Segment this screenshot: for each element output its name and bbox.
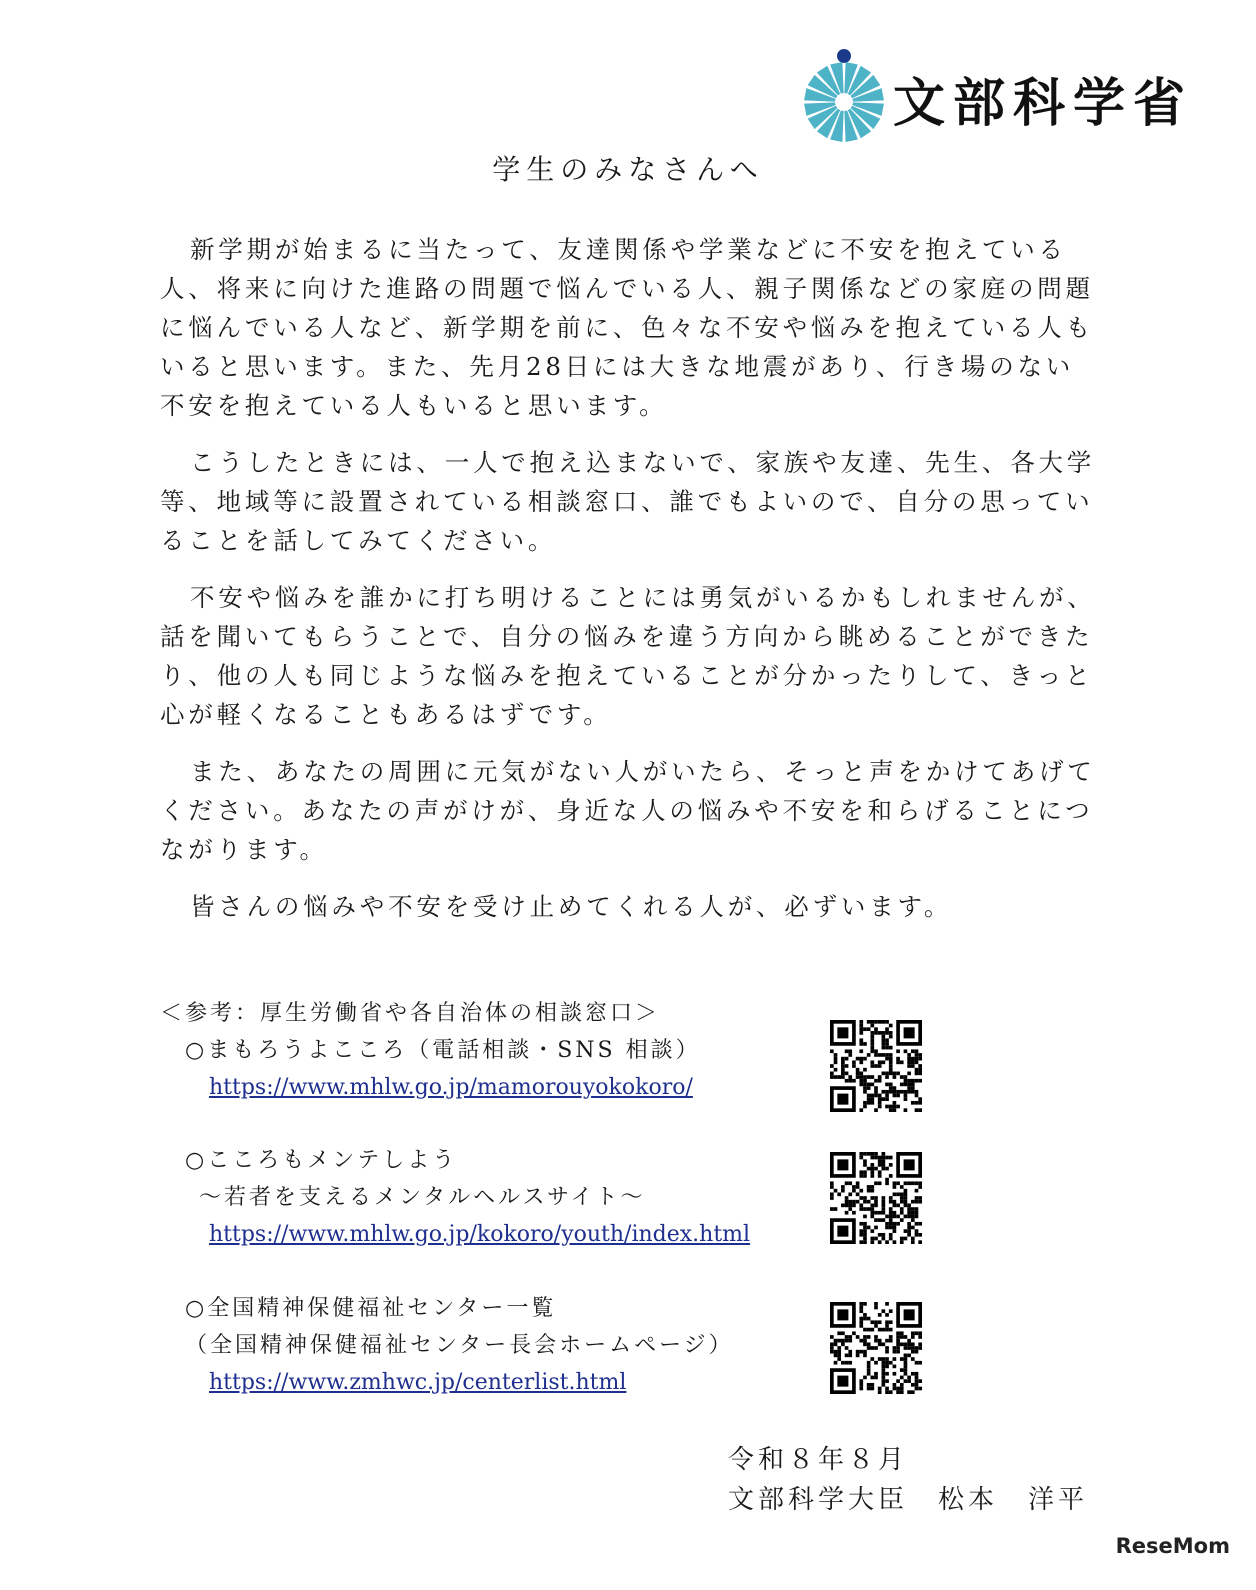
mext-logo <box>798 46 1194 146</box>
reference-heading: ＜参考：厚生労働省や各自治体の相談窓口＞ <box>160 1001 661 1026</box>
letter-body <box>160 230 1100 944</box>
signature-date: 令和８年８月 <box>728 1445 909 1475</box>
resemom-watermark: ReseMom <box>1115 1534 1230 1558</box>
signature-block <box>728 1440 1088 1520</box>
qr-code-mamorouyokokoro <box>830 1020 922 1112</box>
reference-item-subtitle: （全国精神保健福祉センター長会ホームページ） <box>185 1333 734 1358</box>
reference-link-mamorouyokokoro[interactable]: https://www.mhlw.go.jp/mamorouyokokoro/ <box>209 1075 693 1100</box>
reference-link-kokoro-youth[interactable]: https://www.mhlw.go.jp/kokoro/youth/index.html <box>209 1222 751 1247</box>
qr-code-centerlist <box>830 1302 922 1394</box>
reference-item-kokoro-mente <box>185 1142 905 1253</box>
paragraph-3: 不安や悩みを誰かに打ち明けることには勇気がいるかもしれませんが、話を聞いてもらうことで、自分の悩みを違う方向から眺めることができたり、他の人も同じような悩みを抱えていることが分かったりして、きっと心が軽くなることもあるはずです。 <box>160 583 1096 729</box>
reference-link-centerlist[interactable]: https://www.zmhwc.jp/centerlist.html <box>209 1370 627 1395</box>
paragraph-4: また、あなたの周囲に元気がない人がいたら、そっと声をかけてあげてください。あなたの声がけが、身近な人の悩みや不安を和らげることにつながります。 <box>160 757 1096 864</box>
reference-item-mental-health-centers <box>185 1290 905 1401</box>
qr-code-kokoro-youth <box>830 1152 922 1244</box>
paragraph-2: こうしたときには、一人で抱え込まないで、家族や友達、先生、各大学等、地域等に設置されている相談窓口、誰でもよいので、自分の思っていることを話してみてください。 <box>160 448 1096 555</box>
signature-line <box>728 1480 1088 1520</box>
reference-item-mamorouyokokoro <box>185 1032 905 1106</box>
paragraph-5: 皆さんの悩みや不安を受け止めてくれる人が、必ずいます。 <box>190 892 953 921</box>
signature-name: 松本 洋平 <box>938 1485 1089 1515</box>
mext-emblem-icon <box>798 46 890 146</box>
reference-item-subtitle: ～若者を支えるメンタルヘルスサイト～ <box>199 1185 646 1210</box>
signature-title: 文部科学大臣 <box>728 1485 909 1515</box>
page-title: 学生のみなさんへ <box>492 153 764 186</box>
reference-item-name: ○全国精神保健福祉センター一覧 <box>185 1296 557 1321</box>
reference-item-name: ○こころもメンテしよう <box>185 1148 458 1173</box>
paragraph-1: 新学期が始まるに当たって、友達関係や学業などに不安を抱えている人、将来に向けた進路の問題で悩んでいる人、親子関係などの家庭の問題に悩んでいる人など、新学期を前に、色々な不安や悩みを抱えている人もいると思います。また、先月28日には大きな地震があり、行き場のない不安を抱えている人もいると思います。 <box>160 235 1094 420</box>
reference-item-name: ○まもろうよこころ（電話相談・SNS 相談） <box>185 1038 701 1063</box>
logo-text: 文部科学省 <box>893 74 1194 134</box>
